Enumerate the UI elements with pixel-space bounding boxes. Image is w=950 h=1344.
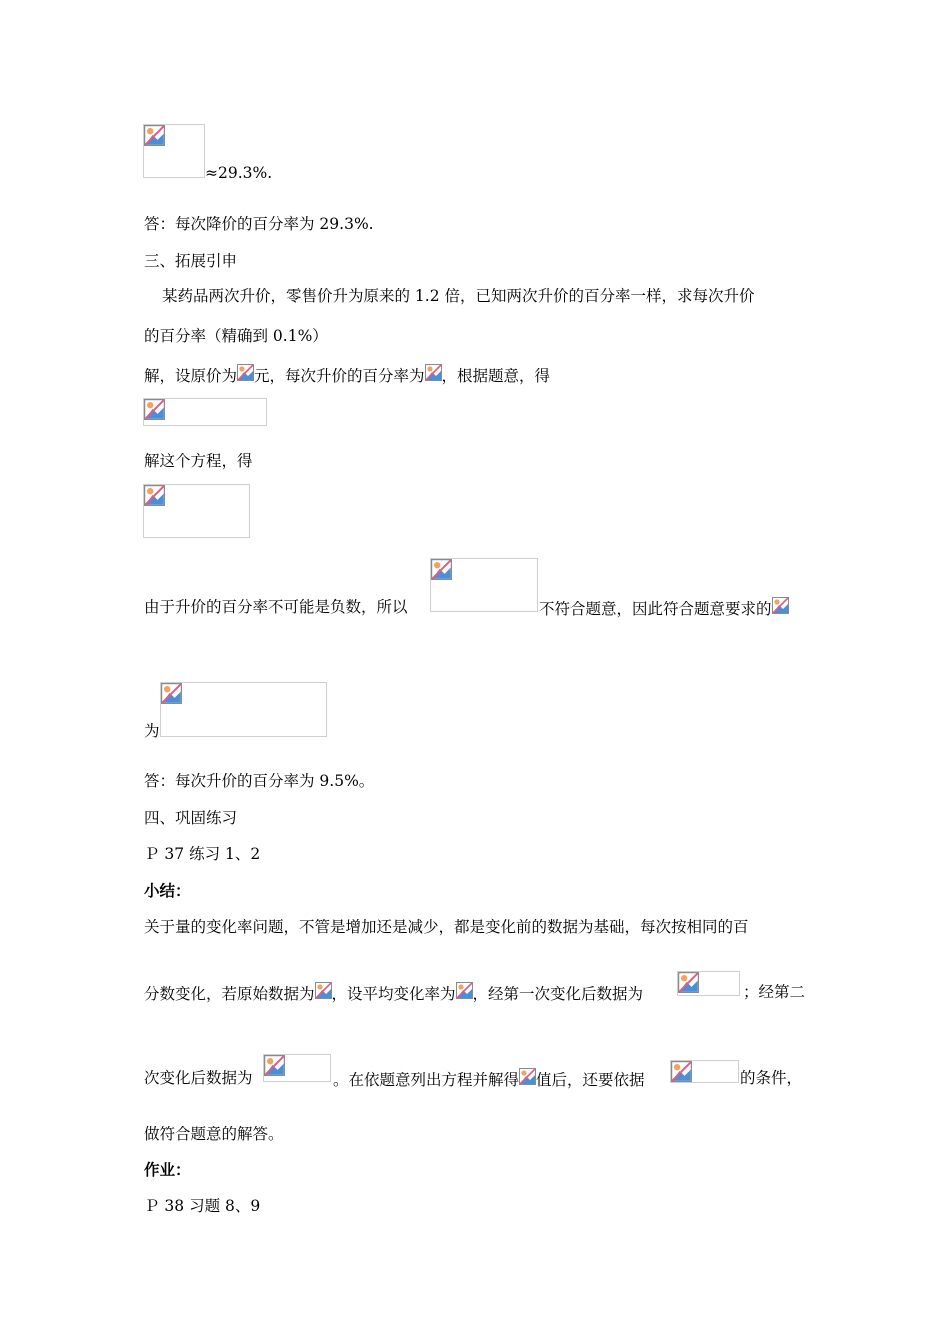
broken-image-icon: [144, 125, 165, 146]
summary-line-3b: [333, 1068, 645, 1090]
broken-image-icon: [519, 1068, 536, 1085]
summary-text-3b: 。在依题意列出方程并解得: [333, 1071, 520, 1089]
approx-text: ≈29.3%.: [205, 164, 273, 182]
reason-text-1: 由于升价的百分率不可能是负数，所以: [144, 598, 408, 616]
reason-text-2: 不符合题意，因此符合题意要求的: [539, 600, 772, 618]
summary-text-3a: 次变化后数据为: [144, 1069, 253, 1087]
broken-image-icon: [772, 597, 789, 614]
summary-heading: 小结：: [144, 881, 191, 900]
negative-root-image: [430, 558, 538, 612]
broken-image-icon: [678, 972, 699, 993]
broken-image-icon: [456, 982, 473, 999]
solution-image: [143, 484, 250, 538]
summary-text-2d: ；经第二: [743, 983, 806, 1001]
summary-line-2: [144, 982, 643, 1004]
broken-image-icon: [315, 982, 332, 999]
answer-1: 答：每次降价的百分率为 29.3%.: [144, 215, 374, 233]
broken-image-icon: [264, 1055, 285, 1076]
first-change-image: [677, 971, 740, 996]
broken-image-icon: [431, 559, 452, 580]
section-3-heading: 三、拓展引申: [144, 252, 238, 270]
condition-image: [670, 1060, 739, 1083]
summary-line-4: 做符合题意的解答。: [144, 1125, 284, 1143]
broken-image-icon: [671, 1061, 692, 1082]
problem-line-2: 的百分率（精确到 0.1%）: [144, 327, 328, 345]
equation-image: [143, 398, 267, 426]
homework-text: Ｐ 38 习题 8、9: [144, 1197, 261, 1215]
summary-text-2a: 分数变化，若原始数据为: [144, 985, 315, 1003]
summary-text-2b: ，设平均变化率为: [331, 985, 456, 1003]
reason-line-2: [539, 597, 789, 619]
solution-text-3: ，根据题意，得: [441, 367, 551, 385]
broken-image-icon: [425, 364, 442, 381]
practice-text: Ｐ 37 练习 1、2: [144, 845, 261, 863]
solution-line: [144, 364, 550, 386]
homework-heading: 作业：: [144, 1160, 191, 1179]
summary-text-2c: ，经第一次变化后数据为: [472, 985, 644, 1003]
section-4-heading: 四、巩固练习: [144, 809, 238, 827]
problem-line-1: 某药品两次升价，零售价升为原来的 1.2 倍，已知两次升价的百分率一样，求每次升价: [162, 287, 755, 305]
solve-text: 解这个方程，得: [144, 452, 253, 470]
broken-image-icon: [237, 364, 254, 381]
solution-text-2: 元，每次升价的百分率为: [254, 367, 425, 385]
wei-text: 为: [144, 722, 160, 740]
broken-image-icon: [144, 485, 165, 506]
result-image: [160, 682, 327, 737]
summary-text-3c: 值后，还要依据: [536, 1071, 645, 1089]
summary-text-3d: 的条件，: [740, 1069, 803, 1087]
broken-image-icon: [144, 399, 165, 420]
summary-line-1: 关于量的变化率问题，不管是增加还是减少，都是变化前的数据为基础，每次按相同的百: [144, 918, 749, 936]
second-change-image: [263, 1054, 331, 1082]
solution-text-1: 解，设原价为: [144, 367, 238, 385]
formula-image: [143, 124, 205, 178]
broken-image-icon: [161, 683, 182, 704]
answer-2: 答：每次升价的百分率为 9.5%。: [144, 772, 375, 790]
